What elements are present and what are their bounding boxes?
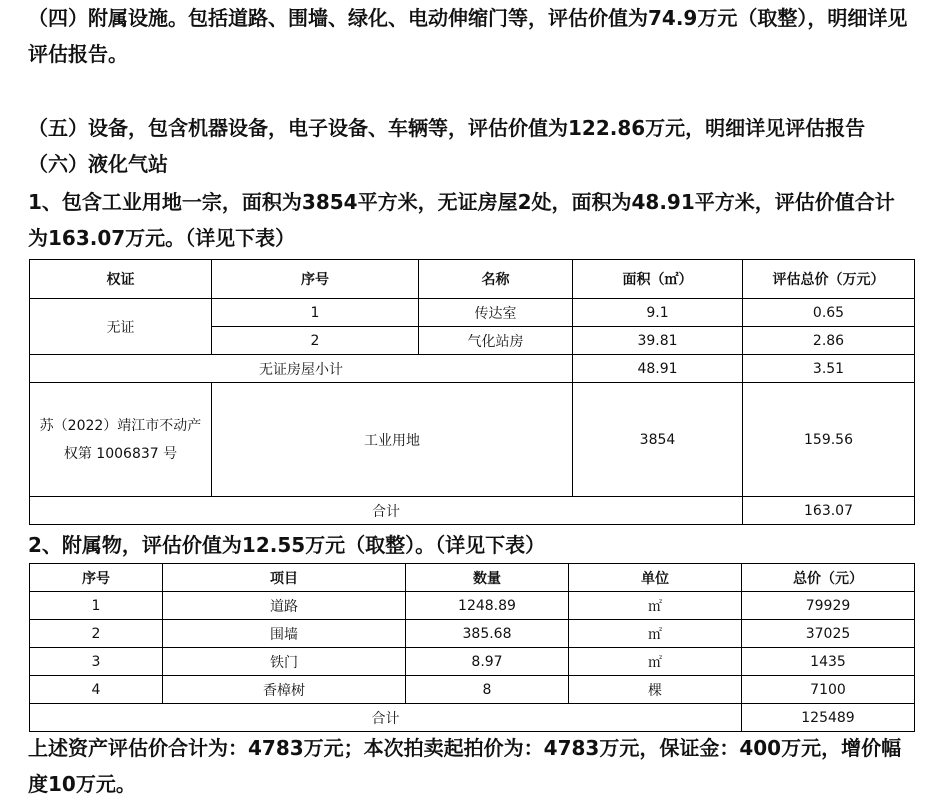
cell-land-cert: 苏（2022）靖江市不动产权第 1006837 号: [30, 383, 212, 497]
cell-price: 7100: [742, 676, 915, 704]
cell-unit: ㎡: [569, 592, 742, 620]
cell-value: 0.65: [743, 299, 915, 327]
table-row: [30, 592, 915, 620]
cell-unit: 棵: [569, 676, 742, 704]
paragraph-auction-summary: 上述资产评估价合计为：4783万元；本次拍卖起拍价为：4783万元，保证金：400万元，增价幅度10万元。: [28, 736, 902, 796]
table-header-row: [30, 564, 915, 592]
paragraph-attachments: 2、附属物，评估价值为12.55万元（取整）。（详见下表）: [28, 533, 546, 557]
col-header-unit: 单位: [569, 564, 742, 592]
cell-qty: 385.68: [406, 620, 569, 648]
col-header-value: 评估总价（万元）: [743, 260, 915, 299]
col-header-cert: 权证: [30, 260, 212, 299]
cell-item: 铁门: [163, 648, 406, 676]
cell-value: 2.86: [743, 327, 915, 355]
cell-total-label: 合计: [30, 704, 742, 732]
cell-subtotal-value: 3.51: [743, 355, 915, 383]
total-row: [30, 497, 915, 525]
cell-no: 2: [30, 620, 163, 648]
paragraph-land-summary: 1、包含工业用地一宗，面积为3854平方米，无证房屋2处，面积为48.91平方米，评估价值合计为163.07万元。（详见下表）: [28, 190, 895, 250]
table-row: [30, 648, 915, 676]
col-header-no: 序号: [212, 260, 419, 299]
col-header-area: 面积（㎡）: [573, 260, 743, 299]
cell-unit: ㎡: [569, 648, 742, 676]
cell-item: 围墙: [163, 620, 406, 648]
cell-price: 1435: [742, 648, 915, 676]
cell-name: 传达室: [419, 299, 573, 327]
cell-group-label: 无证: [30, 299, 212, 355]
cell-item: 香樟树: [163, 676, 406, 704]
cell-item: 道路: [163, 592, 406, 620]
cell-subtotal-area: 48.91: [573, 355, 743, 383]
col-header-name: 名称: [419, 260, 573, 299]
cell-name: 气化站房: [419, 327, 573, 355]
col-header-qty: 数量: [406, 564, 569, 592]
land-building-table: [29, 259, 915, 525]
cell-qty: 8: [406, 676, 569, 704]
cell-qty: 8.97: [406, 648, 569, 676]
cell-land-value: 159.56: [743, 383, 915, 497]
cell-subtotal-label: 无证房屋小计: [30, 355, 573, 383]
cell-total-value: 163.07: [743, 497, 915, 525]
cell-area: 9.1: [573, 299, 743, 327]
cell-total-price: 125489: [742, 704, 915, 732]
table-row: [30, 620, 915, 648]
cell-unit: ㎡: [569, 620, 742, 648]
attachments-table: [29, 563, 915, 732]
table-header-row: [30, 260, 915, 299]
cell-total-label: 合计: [30, 497, 743, 525]
cell-price: 37025: [742, 620, 915, 648]
cell-area: 39.81: [573, 327, 743, 355]
cell-no: 1: [212, 299, 419, 327]
col-header-item: 项目: [163, 564, 406, 592]
total-row: [30, 704, 915, 732]
cell-price: 79929: [742, 592, 915, 620]
cell-qty: 1248.89: [406, 592, 569, 620]
table-row: [30, 299, 915, 327]
paragraph-appurtenances: （四）附属设施。包括道路、围墙、绿化、电动伸缩门等，评估价值为74.9万元（取整），明细详见评估报告。: [28, 6, 908, 66]
cell-no: 4: [30, 676, 163, 704]
land-row: [30, 383, 915, 497]
col-header-price: 总价（元）: [742, 564, 915, 592]
cell-land-name: 工业用地: [212, 383, 573, 497]
table-row: [30, 676, 915, 704]
cell-land-area: 3854: [573, 383, 743, 497]
cell-no: 3: [30, 648, 163, 676]
paragraph-equipment: （五）设备，包含机器设备，电子设备、车辆等，评估价值为122.86万元，明细详见评估报告: [28, 116, 866, 140]
subtotal-row: [30, 355, 915, 383]
paragraph-gas-station-heading: （六）液化气站: [28, 152, 168, 176]
cell-no: 2: [212, 327, 419, 355]
cell-no: 1: [30, 592, 163, 620]
col-header-no: 序号: [30, 564, 163, 592]
